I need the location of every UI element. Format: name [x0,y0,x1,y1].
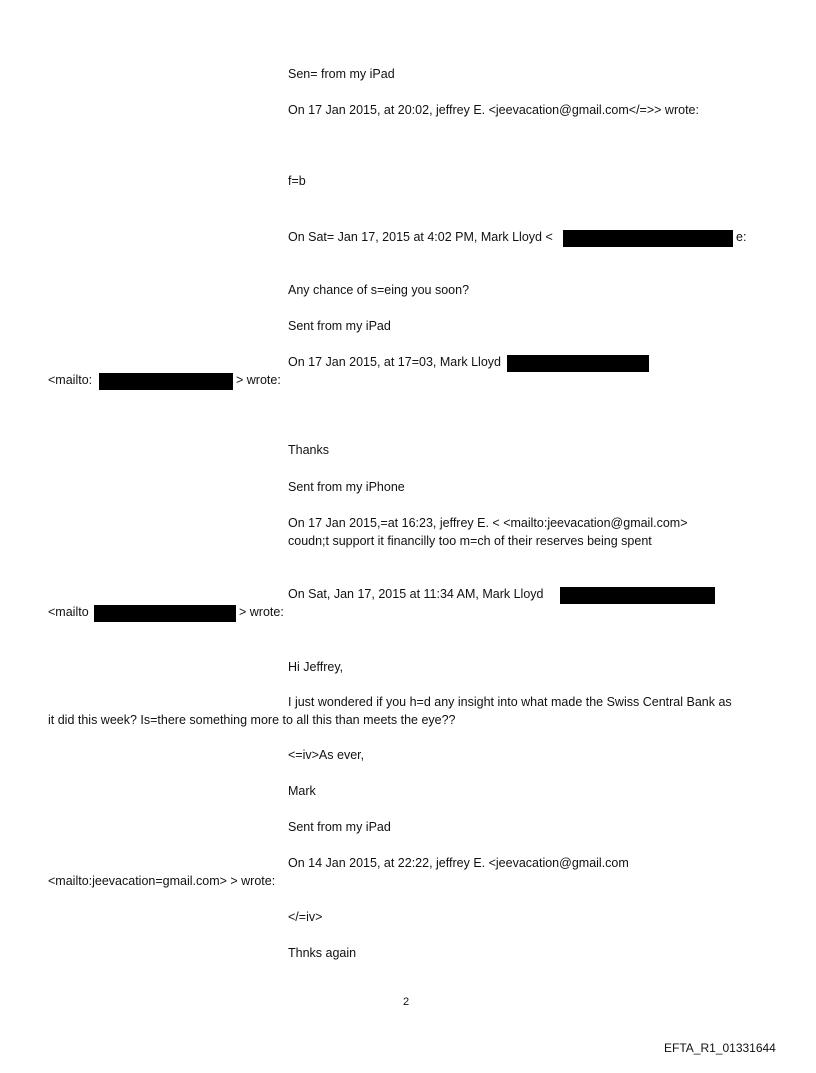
email-line: > wrote: [239,605,284,619]
email-line: </=iv> [288,910,323,924]
email-line: Any chance of s=eing you soon? [288,283,470,297]
email-line: Thanks [288,443,329,457]
redaction-bar [560,587,715,604]
email-line: I just wondered if you h=d any insight into what made the Swiss Central Bank as [288,695,732,709]
email-line: <mailto:jeevacation=gmail.com> > wrote: [48,874,276,888]
email-line: Sent from my iPad [288,319,391,333]
email-line: On 17 Jan 2015, at 20:02, jeffrey E. <jeevacation@gmail.com</=>> wrote: [288,103,699,117]
email-line: On Sat= Jan 17, 2015 at 4:02 PM, Mark Lloyd < [288,230,553,244]
document-id-footer: EFTA_R1_01331644 [664,1041,776,1055]
email-line: > wrote: [236,373,281,387]
email-line: coudn;t support it financilly too m=ch of their reserves being spent [288,534,652,548]
email-line: it did this week? Is=there something more to all this than meets the eye?? [48,713,456,727]
email-line: <mailto [48,605,89,619]
email-line: On 17 Jan 2015,=at 16:23, jeffrey E. < <mailto:jeevacation@gmail.com> [288,516,688,530]
email-line: Sen= from my iPad [288,67,395,81]
email-line: <=iv>As ever, [288,748,365,762]
email-line: Sent from my iPhone [288,480,405,494]
email-line: Thnks again [288,946,357,960]
email-line: e: [736,230,747,244]
email-line: On 14 Jan 2015, at 22:22, jeffrey E. <jeevacation@gmail.com [288,856,629,870]
redaction-bar [94,605,236,622]
redaction-bar [99,373,233,390]
email-line: f=b [288,174,306,188]
page-number: 2 [403,996,410,1008]
redaction-bar [563,230,733,247]
email-line: Mark [288,784,316,798]
email-line: <mailto: [48,373,93,387]
email-line: Hi Jeffrey, [288,660,344,674]
email-line: Sent from my iPad [288,820,391,834]
email-line: On 17 Jan 2015, at 17=03, Mark Lloyd [288,355,501,369]
redaction-bar [507,355,649,372]
email-line: On Sat, Jan 17, 2015 at 11:34 AM, Mark Lloyd [288,587,544,601]
